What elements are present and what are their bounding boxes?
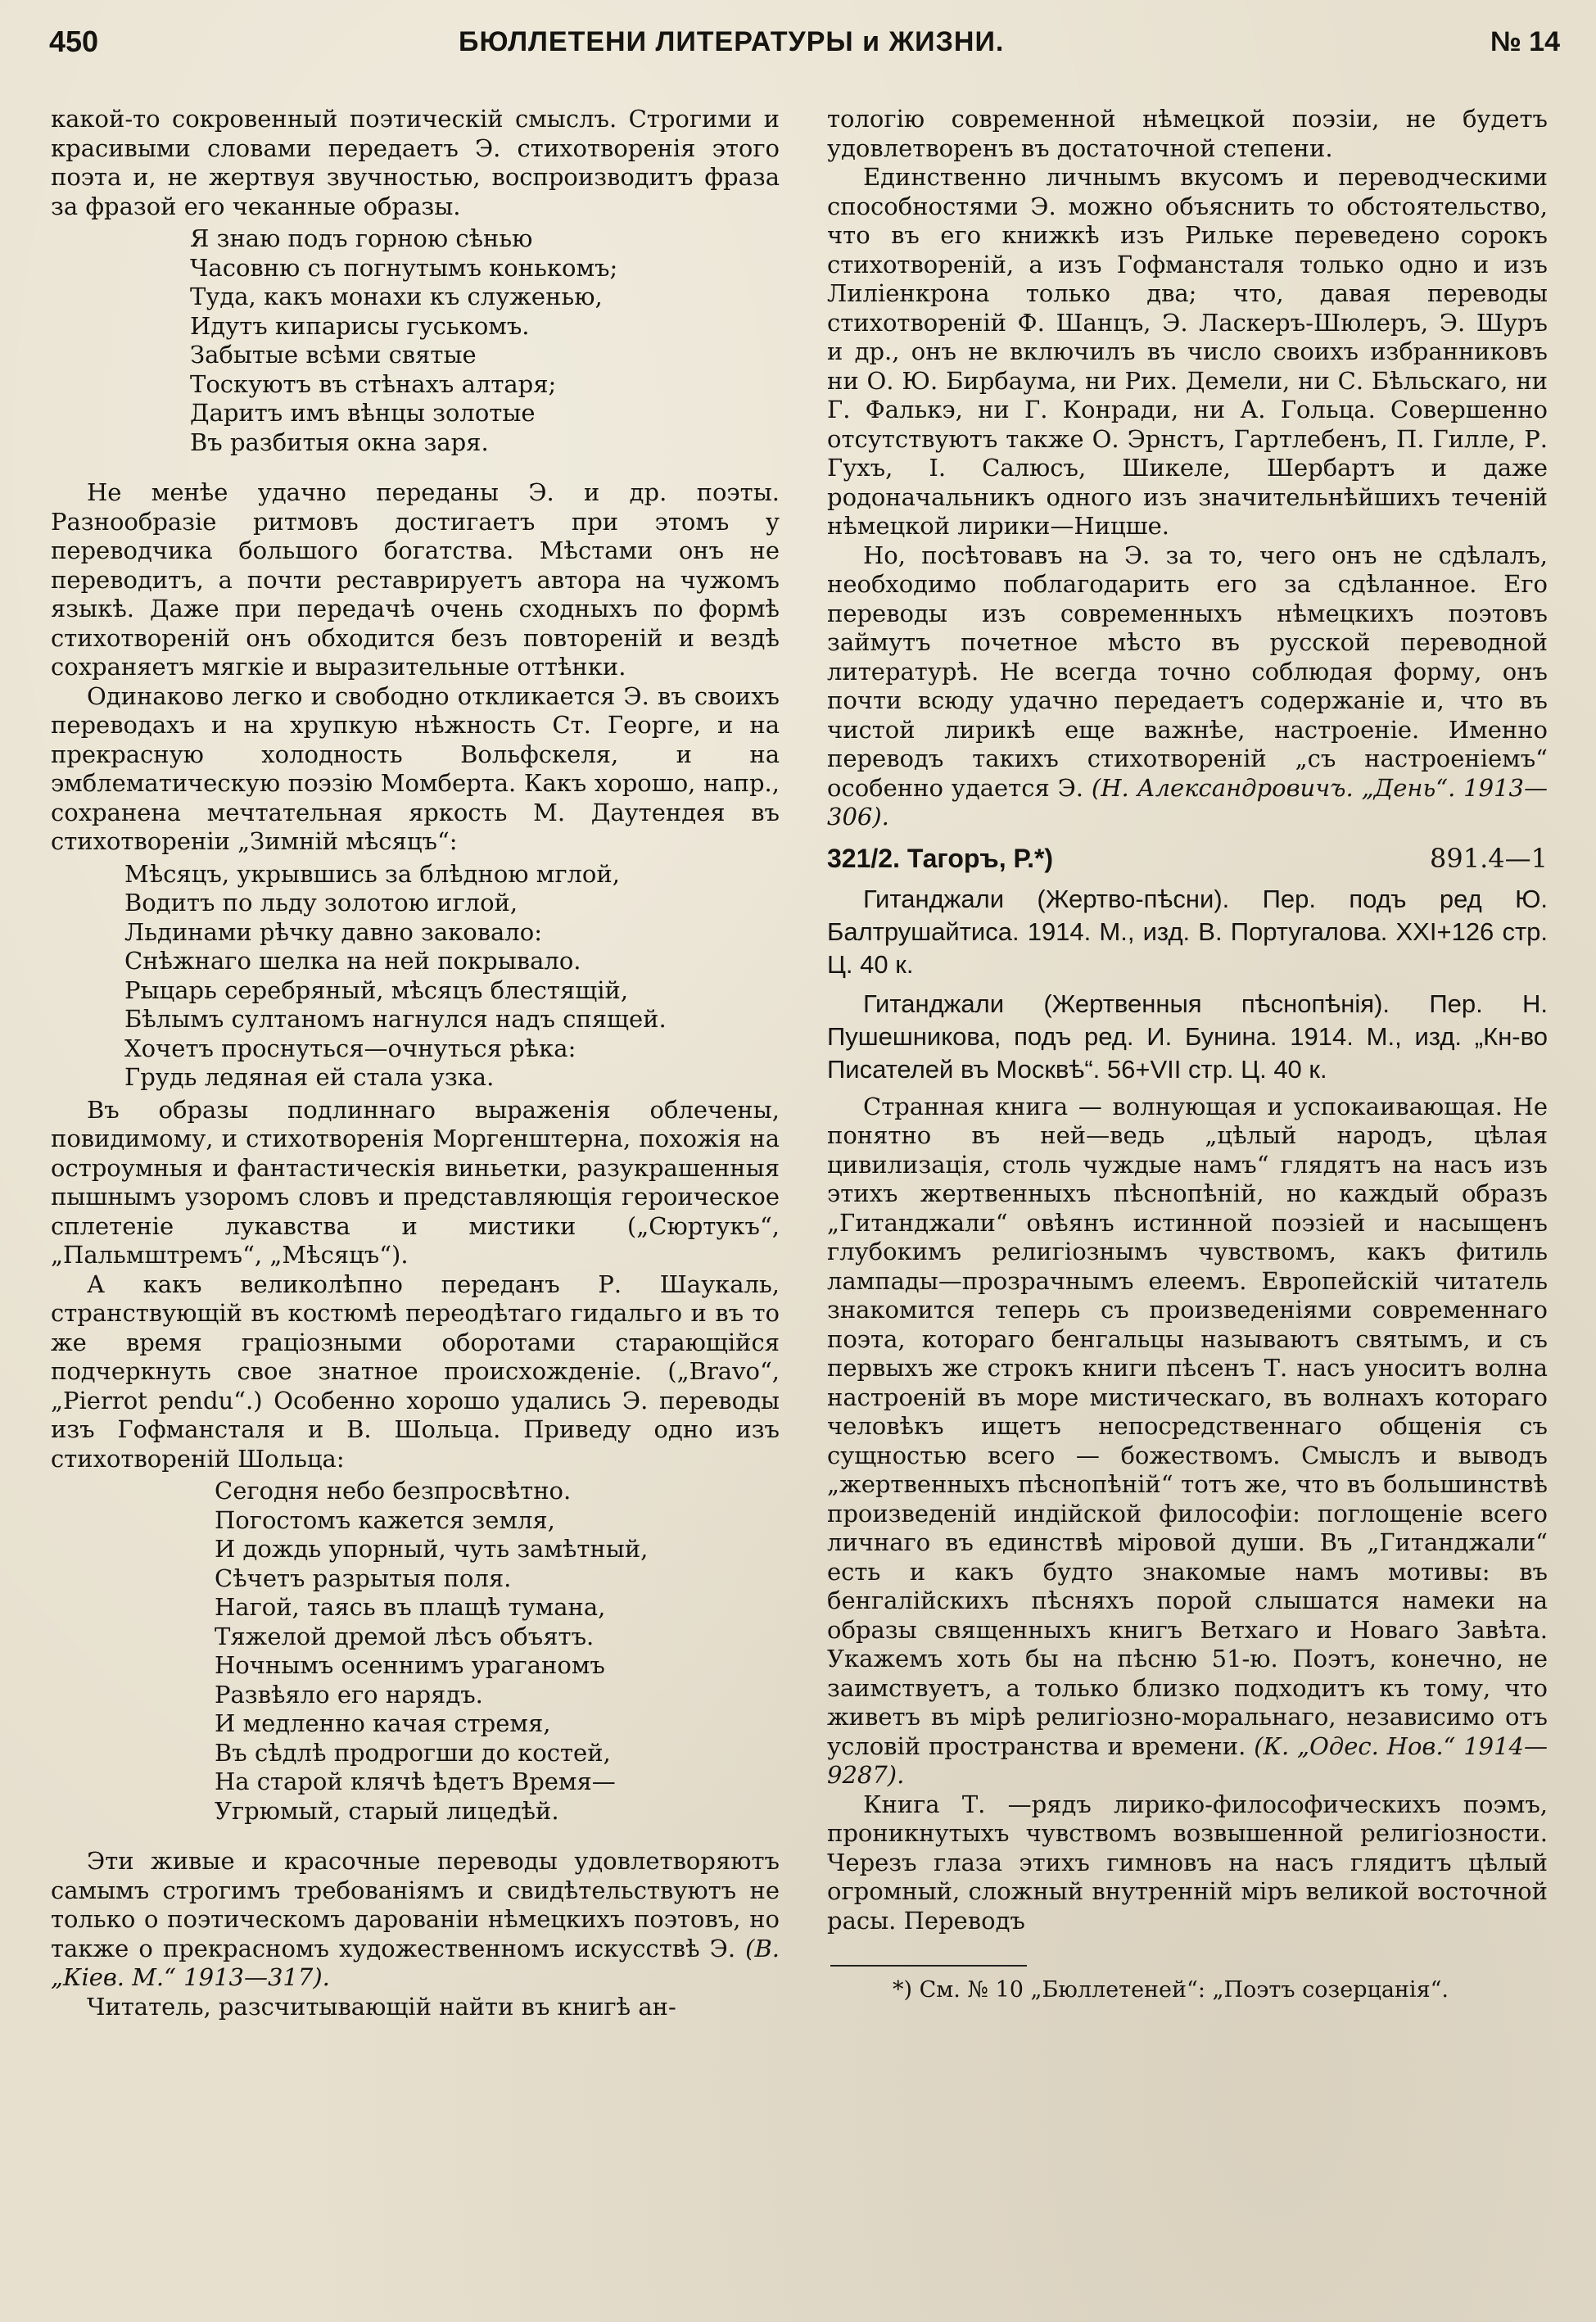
paragraph-text: Но, посѣтовавъ на Э. за то, чего онъ не сдѣлалъ, необходимо поблагодарить его за сдѣланное. Его переводы изъ современныхъ нѣмецкихъ поэтовъ займутъ почетное мѣсто въ русской переводной литературѣ. Не всегда точно соблюдая форму, онъ почти всюду удачно передаетъ содержаніе и, что въ чистой лирикѣ еще важнѣе, настроеніе. Именно переводъ такихъ стихотвореній „съ настроеніемъ“ особенно удается Э. xyxy=(827,541,1548,802)
poem-line: Въ разбитыя окна заря. xyxy=(190,428,489,456)
poem-line: Погостомъ кажется земля, xyxy=(215,1505,555,1534)
poem-stanza xyxy=(124,860,780,1093)
footnote-divider xyxy=(830,1965,1027,1967)
poem-line: Въ сѣдлѣ продрогши до костей, xyxy=(215,1738,611,1767)
running-title: БЮЛЛЕТЕНИ ЛИТЕРАТУРЫ и ЖИЗНИ. xyxy=(459,26,1005,57)
page-header xyxy=(49,25,1560,66)
poem-line: Водитъ по льду золотою иглой, xyxy=(124,889,518,917)
poem-line: Льдинами рѣчку давно заковало: xyxy=(124,917,542,946)
bibliographic-record: Гитанджали (Жертво-пѣсни). Пер. подъ ред Ю. Балтрушайтиса. 1914. М., изд. В. Португалова. XXI+126 стр. Ц. 40 к. xyxy=(827,884,1548,979)
poem-line: Я знаю подъ горною сѣнью xyxy=(190,224,533,252)
bibliographic-record: Гитанджали (Жертвенныя пѣснопѣнія). Пер. Н. Пушешникова, подъ ред. И. Бунина. 1914. М., изд. „Кн-во Писателей въ Москвѣ“. 56+VII стр. Ц. 40 к. xyxy=(827,989,1548,1084)
paragraph-text: Эти живые и красочные переводы удовлетворяютъ самымъ строгимъ требованіямъ и свидѣтельствуютъ не только о поэтическомъ дарованіи нѣмецкихъ поэтовъ, но также о прекрасномъ художественномъ искусствѣ Э. xyxy=(51,1847,780,1962)
poem-line: Развѣяло его нарядъ. xyxy=(215,1680,483,1709)
paragraph: Книга Т. —рядъ лирико-философическихъ поэмъ, проникнутыхъ чувствомъ возвышенной религіозности. Черезъ глаза этихъ гимновъ на насъ глядитъ цѣлый огромный, сложный внутренній міръ великой восточной расы. Переводъ xyxy=(827,1790,1548,1935)
poem-line: Забытые всѣми святые xyxy=(190,341,477,369)
paragraph: Одинаково легко и свободно откликается Э. въ своихъ переводахъ и на хрупкую нѣжность Ст. Георге, и на прекрасную холодность Вольфскеля, и на эмблематическую поэзію Момберта. Какъ хорошо, напр., сохранена мечтательная яркость М. Даутендея въ стихотвореніи „Зимній мѣсяцъ“: xyxy=(51,681,780,855)
poem-line: Тяжелой дремой лѣсъ объятъ. xyxy=(215,1622,595,1650)
classification-code: 891.4—1 xyxy=(1430,842,1548,874)
poem-line: Сегодня небо безпросвѣтно. xyxy=(215,1477,572,1505)
poem-line: Туда, какъ монахи къ служенью, xyxy=(190,283,603,310)
paragraph: какой-то сокровенный поэтическій смыслъ. Строгими и красивыми словами передаетъ Э. стихотворенія этого поэта и, не жертвуя звучностью, воспроизводитъ фраза за фразой его чеканные образы. xyxy=(51,105,780,220)
spacer xyxy=(51,460,780,478)
poem-line: Ночнымъ осеннимъ ураганомъ xyxy=(215,1651,605,1679)
paragraph: Въ образы подлиннаго выраженія облечены, повидимому, и стихотворенія Моргенштерна, похожія на остроумныя и фантастическія виньетки, разукрашенныя пышнымъ узоромъ словъ и представляющія героическое сплетеніе лукавства и мистики („Сюртукъ“, „Пальмштремъ“, „Мѣсяцъ“). xyxy=(51,1095,780,1269)
poem-line: Грудь ледяная ей стала узка. xyxy=(124,1063,495,1091)
paragraph xyxy=(827,1093,1548,1790)
paragraph xyxy=(51,1847,780,1993)
page-number: 450 xyxy=(49,25,99,58)
poem-line: И медленно качая стремя, xyxy=(215,1709,551,1737)
right-column xyxy=(827,105,1548,2308)
paragraph: Не менѣе удачно переданы Э. и др. поэты. Разнообразіе ритмовъ достигаетъ при этомъ у переводчика большого богатства. Мѣстами онъ не переводитъ, а почти реставрируетъ автора на чужомъ языкѣ. Даже при передачѣ очень сходныхъ по формѣ стихотвореній онъ обходится безъ повтореній и вездѣ сохраняетъ мягкіе и выразительные оттѣнки. xyxy=(51,478,780,681)
poem-line: На старой клячѣ ѣдетъ Время— xyxy=(215,1768,616,1795)
poem-line: Снѣжнаго шелка на ней покрывало. xyxy=(124,947,581,975)
spacer xyxy=(51,1829,780,1847)
paragraph: Единственно личнымъ вкусомъ и переводческими способностями Э. можно объяснить то обстоятельство, что въ его книжкѣ изъ Рильке переведено сорокъ стихотвореній, а изъ Гофмансталя только одно и изъ Лиліенкрона только два; что, давая переводы стихотвореній Ф. Шанцъ, Э. Ласкеръ-Шюлеръ, Э. Шуръ и др., онъ не включилъ въ число своихъ избранниковъ ни О. Ю. Бирбаума, ни Рих. Демели, ни С. Бѣльскаго, ни Г. Фалькэ, ни Г. Конради, ни А. Гольца. Совершенно отсутствуютъ также О. Эрнстъ, Гартлебенъ, П. Гилле, Р. Гухъ, І. Салюсъ, Шикеле, Шербартъ и даже родоначальникъ одного изъ значительнѣйшихъ теченій нѣмецкой лирики—Ницше. xyxy=(827,163,1548,540)
paragraph: А какъ великолѣпно переданъ Р. Шаукаль, странствующій въ костюмѣ переодѣтаго гидальго и въ то же время граціозными оборотами старающійся подчеркнуть свое знатное происхожденіе. („Bravo“, „Pierrot pendu“.) Особенно хорошо удались Э. переводы изъ Гофмансталя и В. Шольца. Приведу одно изъ стихотвореній Шольца: xyxy=(51,1270,780,1473)
poem-line: Идутъ кипарисы гуськомъ. xyxy=(190,311,530,340)
poem-stanza xyxy=(190,224,780,457)
entry-title: 321/2. Тагоръ, Р.*) xyxy=(827,843,1054,873)
catalog-entry-heading xyxy=(827,840,1548,876)
issue-number: № 14 xyxy=(1490,26,1560,57)
poem-line: Тоскуютъ въ стѣнахъ алтаря; xyxy=(190,369,557,398)
poem-line: Мѣсяцъ, укрывшись за блѣдною мглой, xyxy=(124,859,620,888)
paragraph xyxy=(827,541,1548,832)
poem-line: Бѣлымъ султаномъ нагнулся надъ спящей. xyxy=(124,1005,667,1033)
source-reference: (В. „Кіев. М.“ 1913—317). xyxy=(51,1934,780,1991)
poem-line: Нагой, таясь въ плащѣ тумана, xyxy=(215,1593,606,1621)
poem-stanza xyxy=(215,1477,780,1826)
footnote: *) См. № 10 „Бюллетеней“: „Поэтъ созерцанія“. xyxy=(893,1977,1449,2003)
poem-line: Рыцарь серебряный, мѣсяцъ блестящій, xyxy=(124,975,629,1004)
left-column xyxy=(51,105,780,2308)
paragraph-text: Странная книга — волнующая и успокаивающая. Не понятно въ ней—ведь „цѣлый народъ, цѣлая цивилизація, столь чуждые намъ“ глядятъ на насъ изъ этихъ жертвенныхъ пѣснопѣній, но каждый образъ „Гитанджали“ овѣянъ истинной поэзіей и насыщенъ глубокимъ религіознымъ чувствомъ, какъ фитиль лампады—прозрачнымъ елеемъ. Европейскій читатель знакомится теперь съ произведеніями современнаго поэта, котораго бенгальцы называютъ святымъ, и съ первыхъ же строкъ книги пѣсенъ Т. насъ уноситъ волна настроеній въ море мистическаго, въ волнахъ котораго человѣкъ ищетъ непосредственнаго общенія съ сущностью всего — божествомъ. Смыслъ и выводъ „жертвенныхъ пѣснопѣній“ тотъ же, что въ большинствѣ произведеній индійской философіи: поглощеніе всего личнаго въ единствѣ міровой души. Въ „Гитанджали“ есть и какъ будто знакомые намъ мотивы: въ бенгалійскихъ пѣсняхъ порой слышатся намеки на образы священныхъ книгъ Ветхаго и Новаго Завѣта. Укажемъ хоть бы на пѣсню 51-ю. Поэтъ, конечно, не заимствуетъ, а только близко подходитъ къ тому, что живетъ въ мірѣ религіозно-моральнаго, независимо отъ условій пространства и времени. xyxy=(827,1092,1548,1760)
poem-line: Сѣчетъ разрытыя поля. xyxy=(215,1564,512,1592)
source-reference: (Н. Александровичъ. „День“. 1913—306). xyxy=(827,773,1548,831)
paragraph: тологію современной нѣмецкой поэзіи, не будетъ удовлетворенъ въ достаточной степени. xyxy=(827,105,1548,162)
source-reference: (К. „Одес. Нов.“ 1914—9287). xyxy=(827,1731,1548,1789)
poem-line: И дождь упорный, чуть замѣтный, xyxy=(215,1535,649,1563)
poem-line: Даритъ имъ вѣнцы золотые xyxy=(190,399,536,427)
poem-line: Часовню съ погнутымъ конькомъ; xyxy=(190,253,618,282)
paragraph: Читатель, разсчитывающій найти въ книгѣ ан- xyxy=(87,1992,676,2021)
poem-line: Хочетъ проснуться—очнуться рѣка: xyxy=(124,1034,576,1062)
poem-line: Угрюмый, старый лицедѣй. xyxy=(215,1796,559,1825)
